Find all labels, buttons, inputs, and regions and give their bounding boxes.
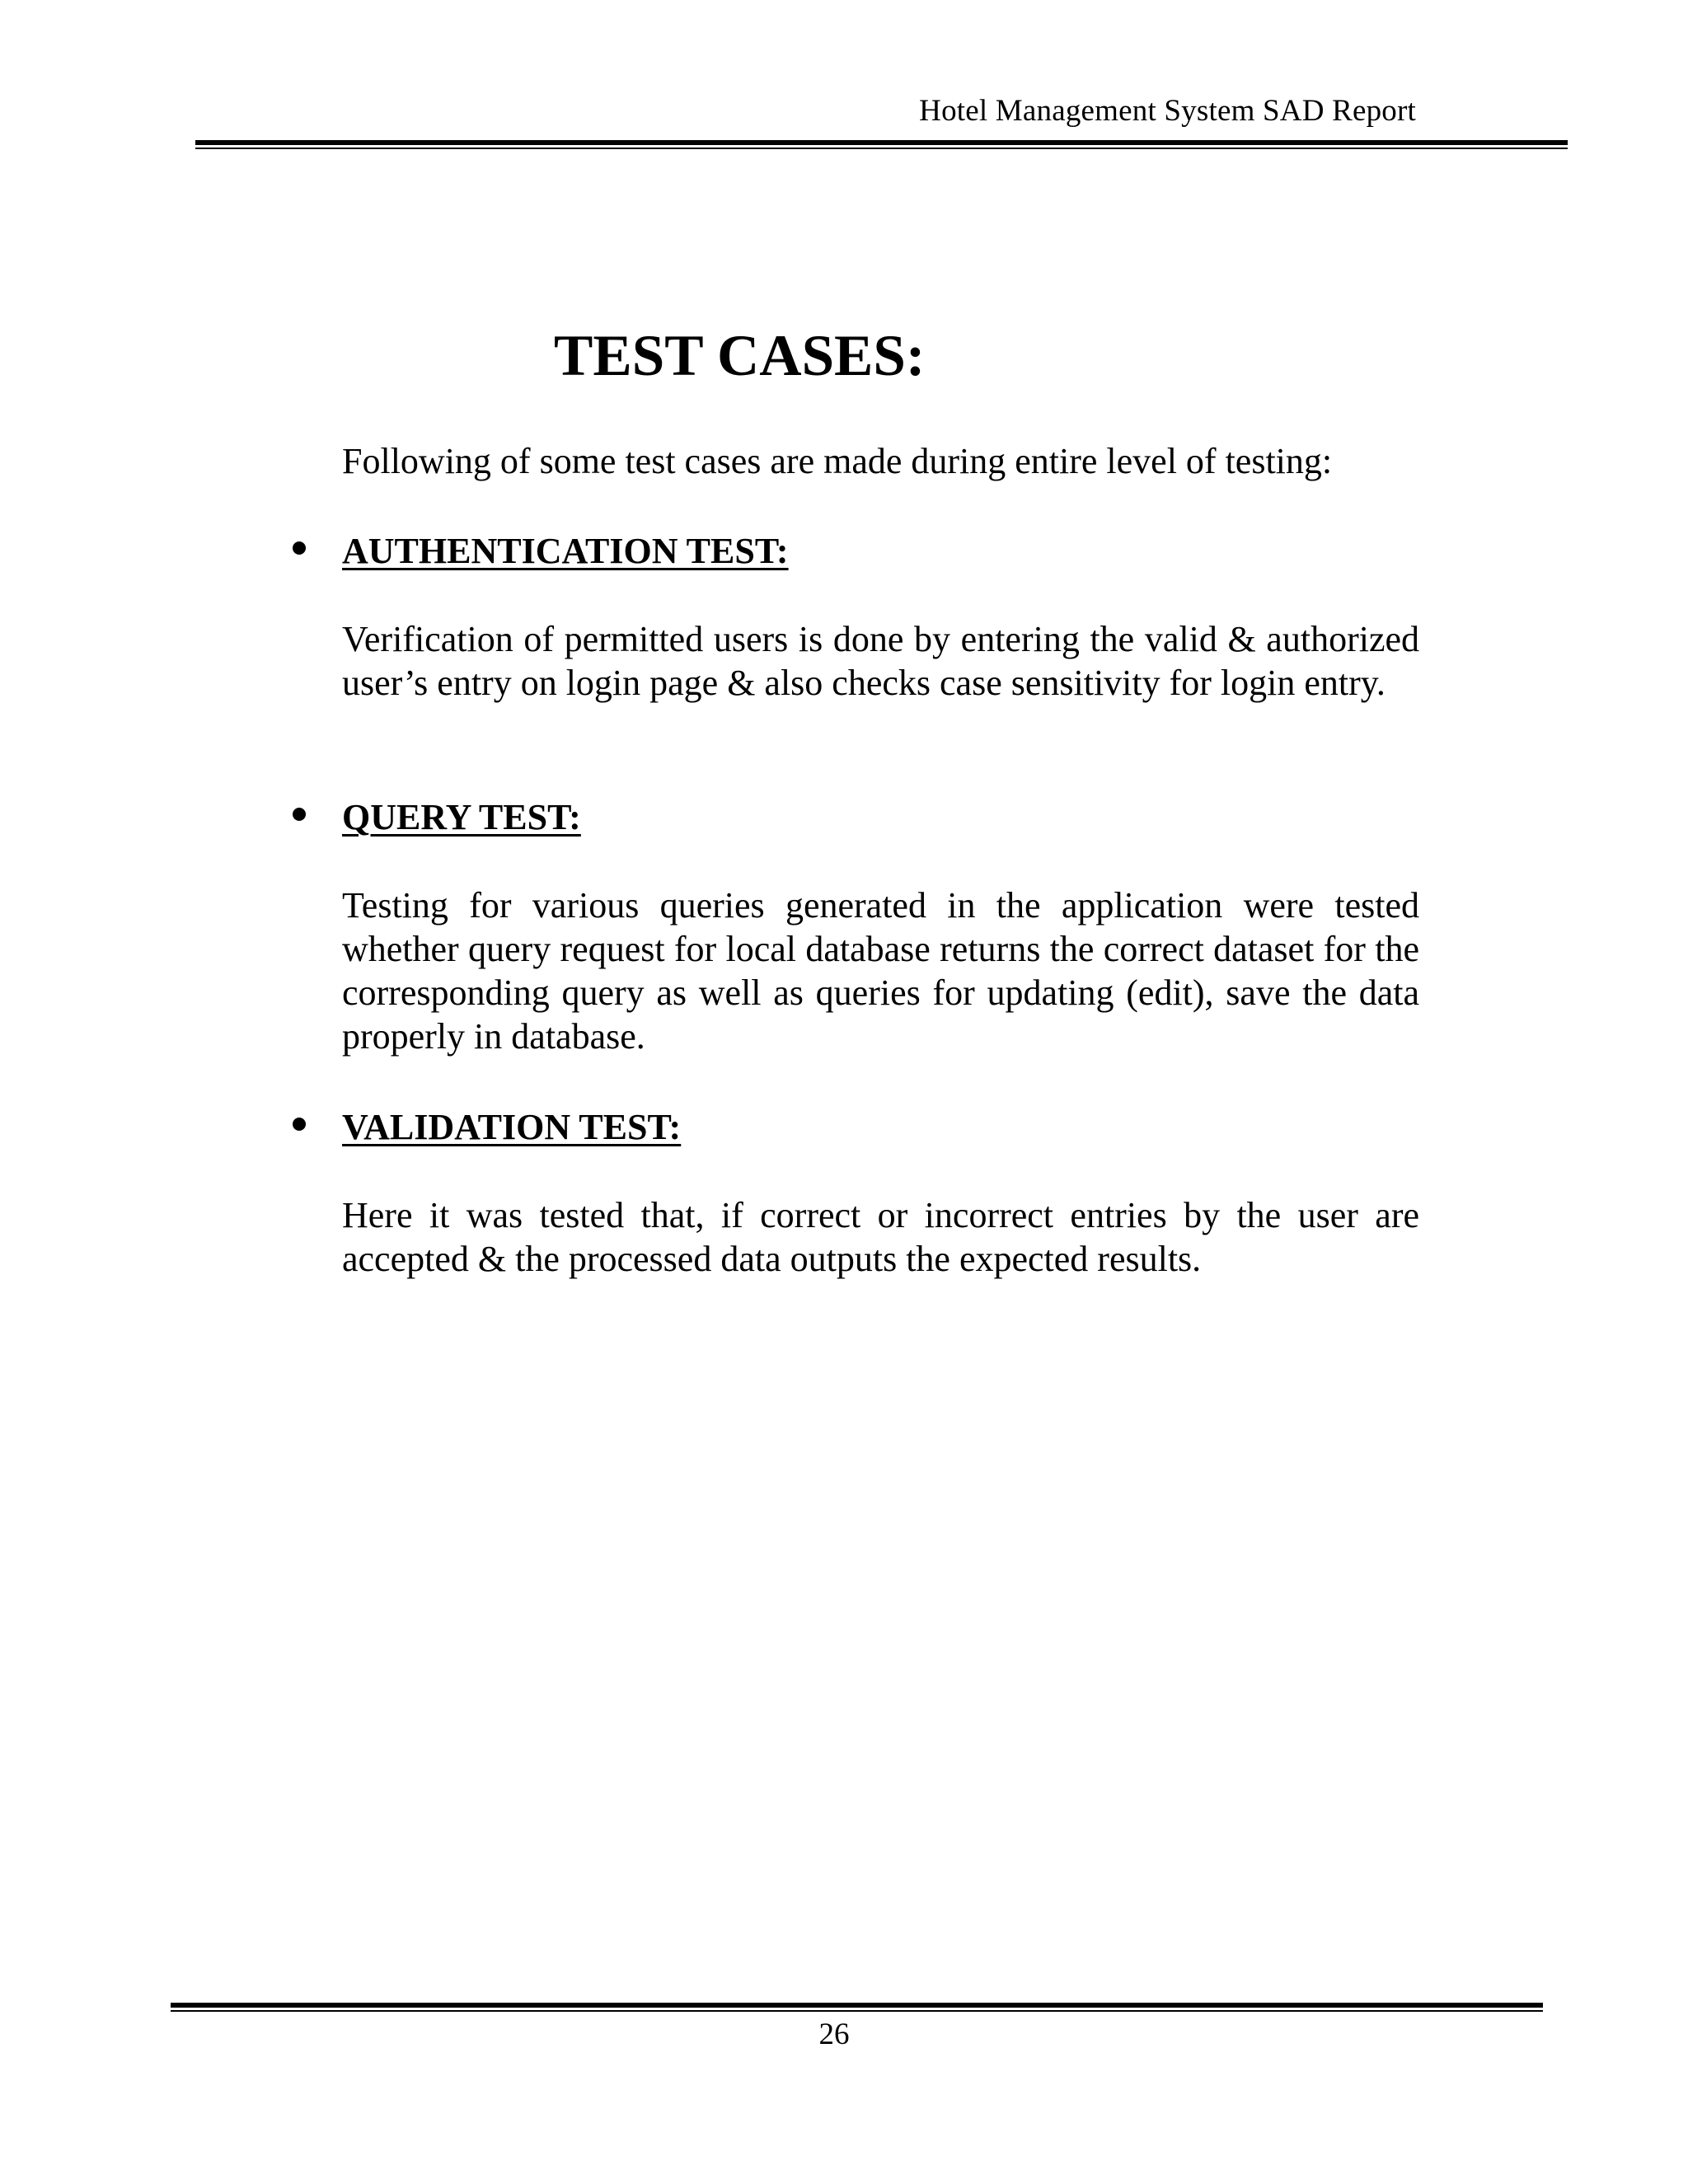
section-body: Testing for various queries generated in the application were tested whether query request for local database returns the correct dataset for the corresponding query as well as queries for updating (edit), save the data properly in database.: [342, 885, 1419, 1057]
header-divider-thick: [195, 140, 1568, 145]
section-body: Here it was tested that, if correct or incorrect entries by the user are accepted & the processed data outputs the expected results.: [342, 1195, 1419, 1279]
bullet-icon: [293, 808, 306, 821]
section-heading: [293, 1106, 1419, 1151]
footer-divider-thick: [171, 2003, 1543, 2008]
section-heading: [293, 796, 1419, 841]
intro-paragraph: Following of some test cases are made during entire level of testing:: [342, 441, 1333, 481]
header-divider-thin: [195, 148, 1568, 149]
section-query-test: [293, 796, 1419, 1058]
running-header: Hotel Management System SAD Report: [919, 94, 1416, 128]
bullet-icon: [293, 541, 306, 555]
section-heading-text: VALIDATION TEST:: [342, 1107, 682, 1147]
section-authentication-test: [293, 530, 1419, 705]
section-validation-test: [293, 1106, 1419, 1281]
footer-divider: [171, 2003, 1543, 2013]
bullet-icon: [293, 1118, 306, 1131]
section-heading-text: AUTHENTICATION TEST:: [342, 531, 789, 571]
header-divider: [195, 140, 1568, 150]
footer-divider-thin: [171, 2010, 1543, 2012]
page-title: TEST CASES:: [554, 324, 926, 388]
section-heading-text: QUERY TEST:: [342, 797, 581, 837]
section-body: Verification of permitted users is done by entering the valid & authorized user’s entry on login page & also checks case sensitivity for login entry.: [342, 619, 1419, 703]
section-heading: [293, 530, 1419, 574]
page-number: 26: [818, 2018, 850, 2051]
